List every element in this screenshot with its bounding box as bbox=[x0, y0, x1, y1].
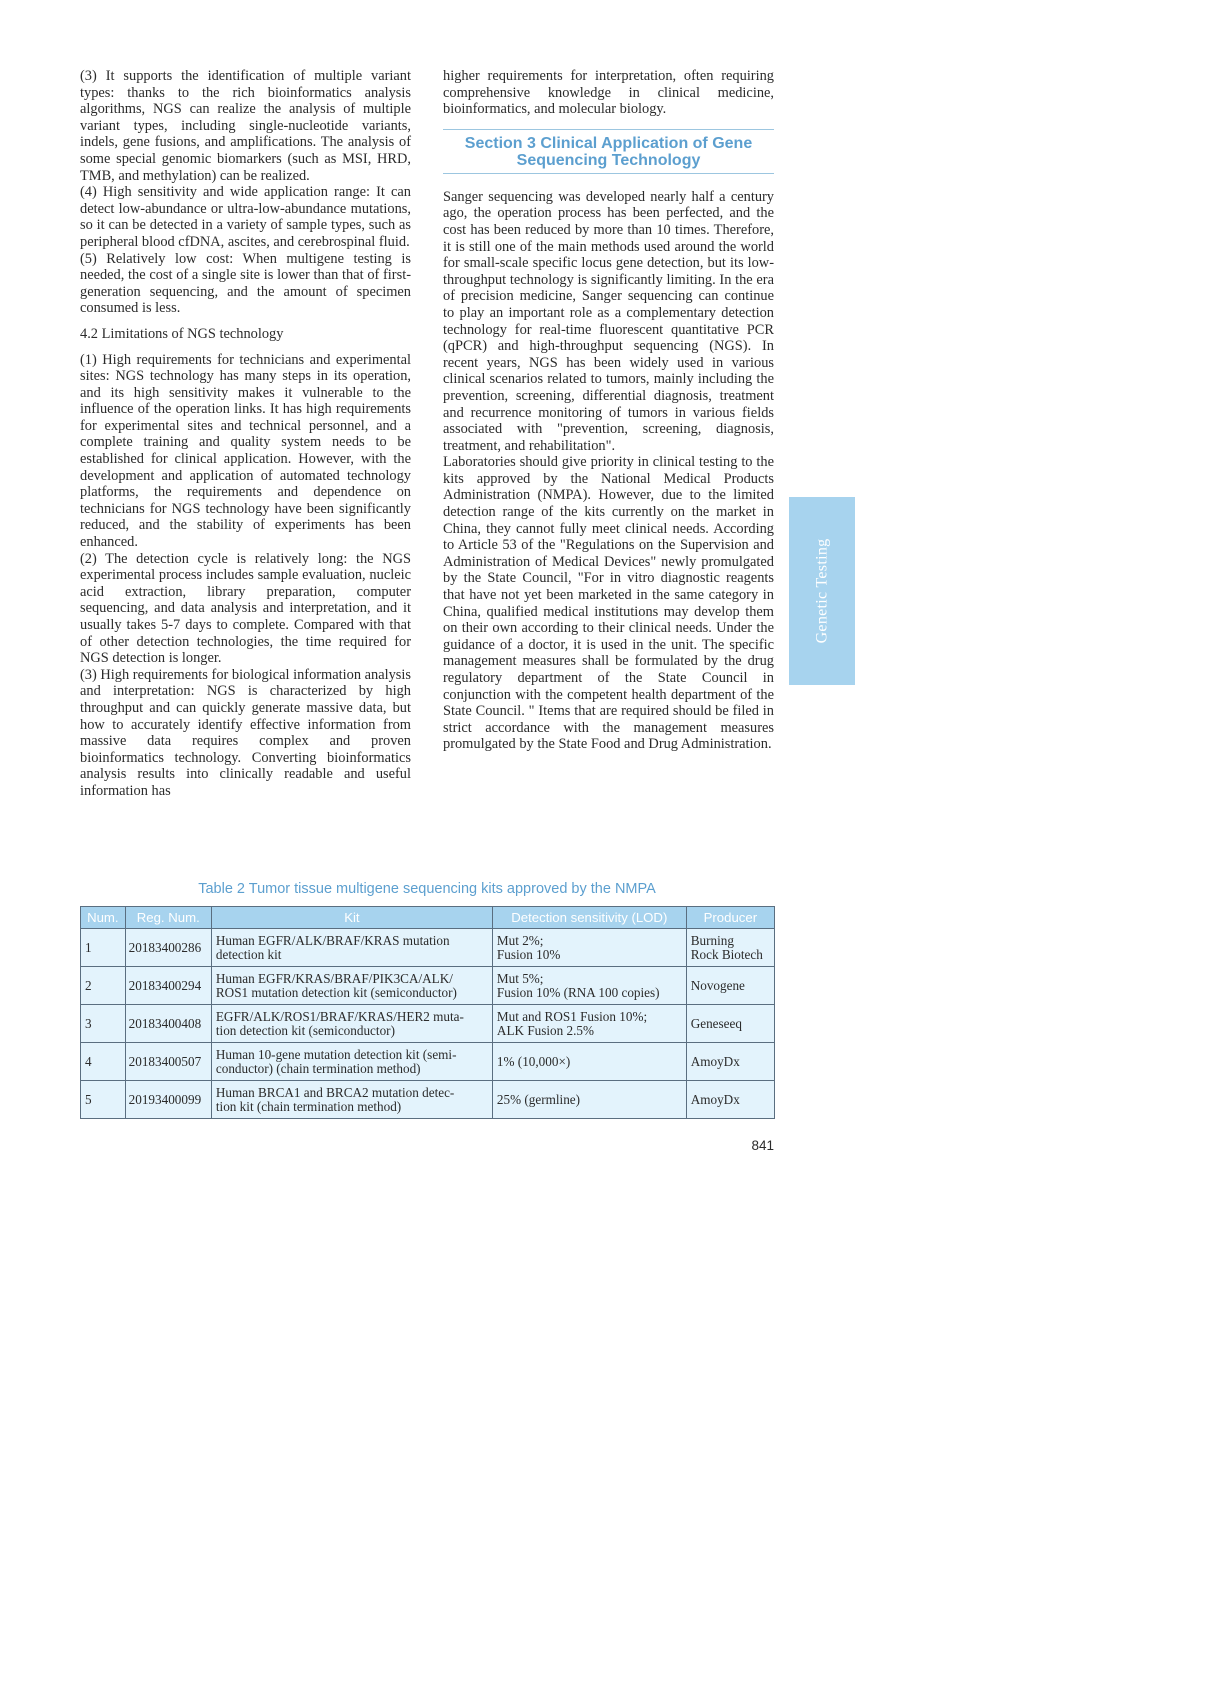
cell-kit-line: tion detection kit (semiconductor) bbox=[215, 1022, 395, 1038]
right-column bbox=[443, 68, 774, 753]
cell-kit-line: Human BRCA1 and BRCA2 mutation detec- bbox=[215, 1084, 455, 1100]
paragraph-laboratories: Laboratories should give priority in clinical testing to the kits approved by the National Medical Products Administration (NMPA). However, due to the limited detection range of the kits currently on the market in China, they cannot fully meet clinical needs. According to Article 53 of the "Regulations on the Supervision and Administration of Medical Devices" newly promulgated by the State Council, "For in vitro diagnostic reagents that have not yet been marketed in the same category in China, qualified medical institutions may develop them on their own according to their clinical needs. Under the guidance of a doctor, it is used in the unit. The specific management measures shall be formulated by the drug regulatory department of the State Council in conjunction with the competent health department of the State Council. " Items that are required should be filed in strict accordance with the management measures promulgated by the State Food and Drug Administration. bbox=[443, 454, 774, 753]
cell-kit-line: EGFR/ALK/ROS1/BRAF/KRAS/HER2 muta- bbox=[215, 1008, 464, 1024]
cell-lod-line: Fusion 10% (RNA 100 copies) bbox=[496, 984, 660, 1000]
cell-num: 5 bbox=[81, 1081, 126, 1119]
cell-lod bbox=[492, 967, 686, 1005]
table-row bbox=[81, 929, 775, 967]
cell-lod-line: Fusion 10% bbox=[496, 946, 561, 962]
cell-kit-line: ROS1 mutation detection kit (semiconductor) bbox=[215, 984, 457, 1000]
cell-lod-line: 1% (10,000×) bbox=[496, 1053, 571, 1069]
kits-table bbox=[80, 906, 775, 1119]
cell-producer-line: Burning bbox=[690, 932, 734, 948]
cell-lod-line: 25% (germline) bbox=[496, 1091, 581, 1107]
cell-producer-line: AmoyDx bbox=[690, 1091, 740, 1107]
cell-producer bbox=[686, 929, 774, 967]
cell-producer bbox=[686, 967, 774, 1005]
header-lod: Detection sensitivity (LOD) bbox=[492, 907, 686, 929]
paragraph-sensitivity: (4) High sensitivity and wide application range: It can detect low-abundance or ultra-low-abundance mutations, so it can be detected in a variety of sample types, such as peripheral blood cfDNA, ascites, and cerebrospinal fluid. bbox=[80, 184, 411, 250]
section-title-line-1: Section 3 Clinical Application of Gene bbox=[464, 134, 753, 152]
cell-num: 4 bbox=[81, 1043, 126, 1081]
cell-num: 3 bbox=[81, 1005, 126, 1043]
cell-producer bbox=[686, 1043, 774, 1081]
cell-num: 2 bbox=[81, 967, 126, 1005]
section-title-line-2: Sequencing Technology bbox=[516, 152, 701, 170]
header-kit: Kit bbox=[211, 907, 492, 929]
cell-kit-line: Human 10-gene mutation detection kit (semi- bbox=[215, 1046, 457, 1062]
section-heading bbox=[443, 129, 774, 174]
cell-lod bbox=[492, 1005, 686, 1043]
cell-producer-line: AmoyDx bbox=[690, 1053, 740, 1069]
cell-reg-num: 20183400408 bbox=[125, 1005, 211, 1043]
cell-kit bbox=[211, 1005, 492, 1043]
side-tab-label: Genetic Testing bbox=[813, 538, 830, 644]
table-row bbox=[81, 1005, 775, 1043]
page-number: 841 bbox=[751, 1138, 774, 1153]
cell-lod bbox=[492, 1043, 686, 1081]
cell-lod bbox=[492, 1081, 686, 1119]
cell-kit-line: Human EGFR/ALK/BRAF/KRAS mutation bbox=[215, 932, 450, 948]
cell-lod-line: ALK Fusion 2.5% bbox=[496, 1022, 594, 1038]
cell-lod-line: Mut and ROS1 Fusion 10%; bbox=[496, 1008, 648, 1024]
cell-kit-line: conductor) (chain termination method) bbox=[215, 1060, 421, 1076]
cell-num: 1 bbox=[81, 929, 126, 967]
left-column bbox=[80, 68, 411, 800]
cell-lod bbox=[492, 929, 686, 967]
table-header-row bbox=[81, 907, 775, 929]
cell-reg-num: 20183400294 bbox=[125, 967, 211, 1005]
cell-kit-line: Human EGFR/KRAS/BRAF/PIK3CA/ALK/ bbox=[215, 970, 453, 986]
paragraph-bioinformatics: (3) High requirements for biological information analysis and interpretation: NGS is characterized by high throughput and can quickly generate massive data, but how to accurately identify effective information from massive data requires complex and proven bioinformatics technology. Converting bioinformatics analysis results into clinically readable and useful information has bbox=[80, 666, 411, 799]
paragraph-continuation: higher requirements for interpretation, often requiring comprehensive knowledge in clinical medicine, bioinformatics, and molecular biology. bbox=[443, 68, 774, 118]
cell-kit bbox=[211, 967, 492, 1005]
cell-producer-line: Rock Biotech bbox=[690, 946, 763, 962]
cell-lod-line: Mut 2%; bbox=[496, 932, 544, 948]
cell-kit bbox=[211, 1043, 492, 1081]
side-tab bbox=[789, 497, 855, 685]
header-num: Num. bbox=[81, 907, 126, 929]
table-row bbox=[81, 967, 775, 1005]
cell-kit-line: detection kit bbox=[215, 946, 282, 962]
paragraph-variant-types: (3) It supports the identification of multiple variant types: thanks to the rich bioinformatics analysis algorithms, NGS can realize the analysis of multiple variant types, including single-nucleotide variants, indels, gene fusions, and amplifications. The analysis of some special genomic biomarkers (such as MSI, HRD, TMB, and methylation) can be realized. bbox=[80, 68, 411, 184]
table-caption: Table 2 Tumor tissue multigene sequencing kits approved by the NMPA bbox=[198, 881, 656, 897]
table-row bbox=[81, 1043, 775, 1081]
subheading-limitations: 4.2 Limitations of NGS technology bbox=[80, 325, 284, 342]
paragraph-cost: (5) Relatively low cost: When multigene testing is needed, the cost of a single site is lower than that of first-generation sequencing, and the amount of specimen consumed is less. bbox=[80, 250, 411, 317]
cell-kit bbox=[211, 929, 492, 967]
cell-reg-num: 20193400099 bbox=[125, 1081, 211, 1119]
cell-producer bbox=[686, 1081, 774, 1119]
paragraph-detection-cycle: (2) The detection cycle is relatively long: the NGS experimental process includes sample evaluation, nucleic acid extraction, library preparation, computer sequencing, and data analysis and interpretation, and it usually takes 5-7 days to complete. Compared with that of other detection technologies, the time required for NGS detection is longer. bbox=[80, 550, 411, 667]
cell-kit bbox=[211, 1081, 492, 1119]
cell-producer-line: Geneseeq bbox=[690, 1015, 742, 1031]
cell-producer bbox=[686, 1005, 774, 1043]
table-row bbox=[81, 1081, 775, 1119]
cell-reg-num: 20183400507 bbox=[125, 1043, 211, 1081]
cell-reg-num: 20183400286 bbox=[125, 929, 211, 967]
paragraph-sanger: Sanger sequencing was developed nearly half a century ago, the operation process has been perfected, and the cost has been reduced by more than 10 times. Therefore, it is still one of the main methods used around the world for small-scale specific locus gene detection, but its low-throughput technology is significantly limiting. In the era of precision medicine, Sanger sequencing can continue to play an important role as a complementary detection technology for real-time fluorescent quantitative PCR (qPCR) and high-throughput sequencing (NGS). In recent years, NGS has been widely used in various clinical scenarios related to tumors, mainly including the prevention, screening, differential diagnosis, treatment and recurrence monitoring of tumors in various fields associated with "prevention, screening, diagnosis, treatment, and rehabilitation". bbox=[443, 188, 774, 454]
cell-lod-line: Mut 5%; bbox=[496, 970, 544, 986]
header-producer: Producer bbox=[686, 907, 774, 929]
cell-kit-line: tion kit (chain termination method) bbox=[215, 1098, 402, 1114]
cell-producer-line: Novogene bbox=[690, 977, 745, 993]
paragraph-technicians: (1) High requirements for technicians and experimental sites: NGS technology has many steps in its operation, and its high sensitivity makes it vulnerable to the influence of the operation links. It has high requirements for experimental sites and technical personnel, and a complete training and quality system needs to be established for clinical application. However, with the development and application of automated technology platforms, the requirements and dependence on technicians for NGS technology have been significantly reduced, and the stability of experiments has been enhanced. bbox=[80, 351, 411, 551]
header-reg-num: Reg. Num. bbox=[125, 907, 211, 929]
